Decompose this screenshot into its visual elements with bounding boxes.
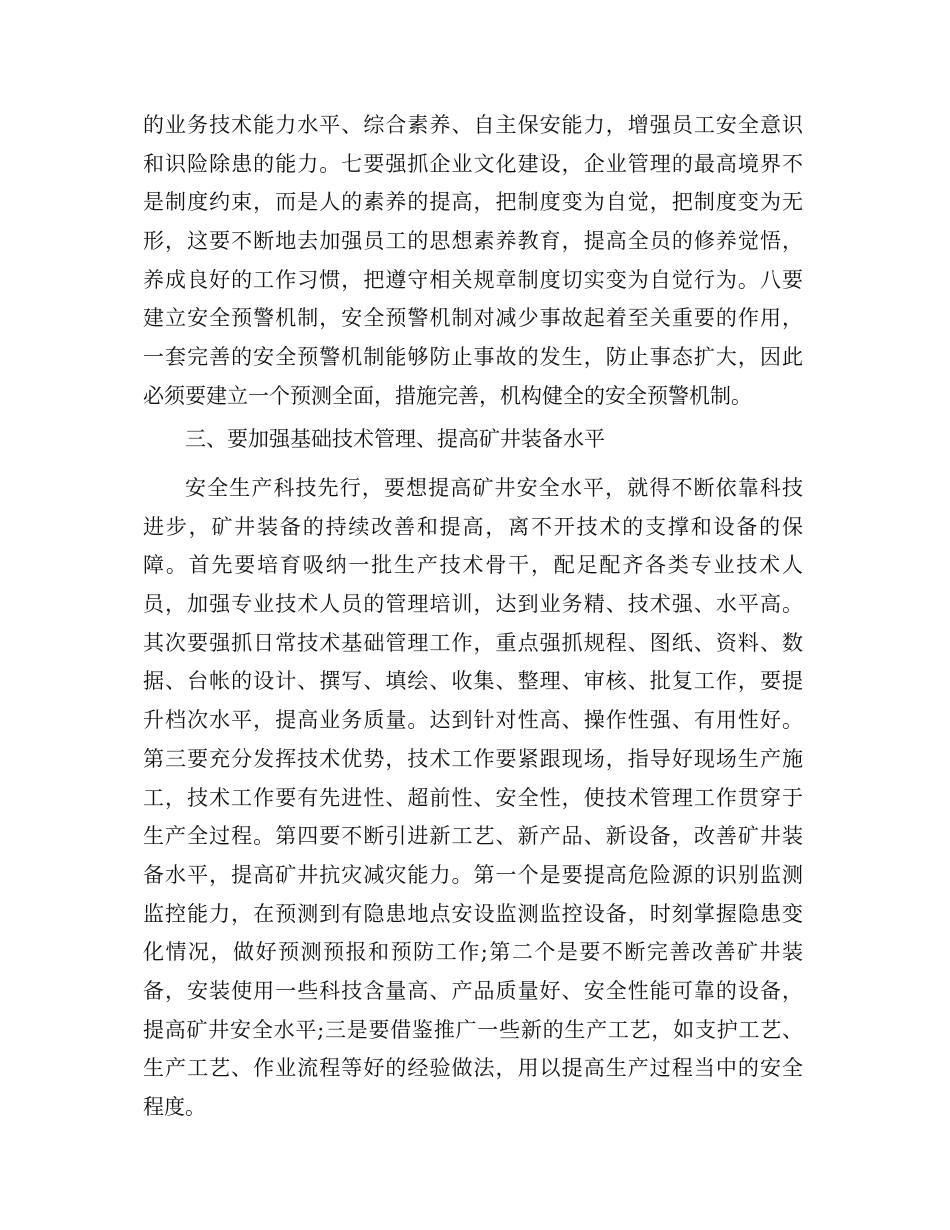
paragraph-line: 程度。 xyxy=(143,1095,206,1119)
paragraph-technical-management xyxy=(143,469,803,1127)
paragraph-line: 提高矿井安全水平;三是要借鉴推广一些新的生产工艺，如支护工艺、 xyxy=(143,1017,803,1042)
paragraph-line: 员，加强专业技术人员的管理培训，达到业务精、技术强、水平高。 xyxy=(143,592,803,617)
paragraph-safety-culture xyxy=(143,106,803,416)
paragraph-line: 升档次水平，提高业务质量。达到针对性高、操作性强、有用性好。 xyxy=(143,708,803,733)
paragraph-line: 形，这要不断地去加强员工的思想素养教育，提高全员的修养觉悟， xyxy=(143,229,803,254)
paragraph-line: 必须要建立一个预测全面，措施完善，机构健全的安全预警机制。 xyxy=(143,383,752,408)
paragraph-line: 进步，矿井装备的持续改善和提高，离不开技术的支撑和设备的保 xyxy=(143,514,803,539)
paragraph-line: 工，技术工作要有先进性、超前性、安全性，使技术管理工作贯穿于 xyxy=(143,785,803,810)
paragraph-line: 监控能力，在预测到有隐患地点安设监测监控设备，时刻掌握隐患变 xyxy=(143,901,803,926)
paragraph-line: 生产工艺、作业流程等好的经验做法，用以提高生产过程当中的安全 xyxy=(143,1056,803,1081)
paragraph-line: 其次要强抓日常技术基础管理工作，重点强抓规程、图纸、资料、数 xyxy=(143,630,803,655)
paragraph-line: 是制度约束，而是人的素养的提高，把制度变为自觉，把制度变为无 xyxy=(143,190,803,215)
paragraph-line: 障。首先要培育吸纳一批生产技术骨干，配足配齐各类专业技术人 xyxy=(143,553,803,578)
section-heading: 三、要加强基础技术管理、提高矿井装备水平 xyxy=(185,427,605,451)
paragraph-line: 建立安全预警机制，安全预警机制对减少事故起着至关重要的作用， xyxy=(143,306,803,331)
paragraph-line: 养成良好的工作习惯，把遵守相关规章制度切实变为自觉行为。八要 xyxy=(143,267,803,292)
paragraph-line: 和识险除患的能力。七要强抓企业文化建设，企业管理的最高境界不 xyxy=(143,151,803,176)
paragraph-line: 安全生产科技先行，要想提高矿井安全水平，就得不断依靠科技 xyxy=(185,476,803,500)
paragraph-line: 化情况，做好预测预报和预防工作;第二个是要不断完善改善矿井装 xyxy=(143,940,803,965)
paragraph-line: 生产全过程。第四要不断引进新工艺、新产品、新设备，改善矿井装 xyxy=(143,824,803,849)
paragraph-line: 第三要充分发挥技术优势，技术工作要紧跟现场，指导好现场生产施 xyxy=(143,746,803,771)
paragraph-line: 据、台帐的设计、撰写、填绘、收集、整理、审核、批复工作，要提 xyxy=(143,669,803,694)
paragraph-line: 的业务技术能力水平、综合素养、自主保安能力，增强员工安全意识 xyxy=(143,113,803,137)
paragraph-line: 一套完善的安全预警机制能够防止事故的发生，防止事态扩大，因此 xyxy=(143,345,803,370)
paragraph-line: 备，安装使用一些科技含量高、产品质量好、安全性能可靠的设备， xyxy=(143,978,803,1003)
paragraph-line: 备水平，提高矿井抗灾减灾能力。第一个是要提高危险源的识别监测 xyxy=(143,862,803,887)
